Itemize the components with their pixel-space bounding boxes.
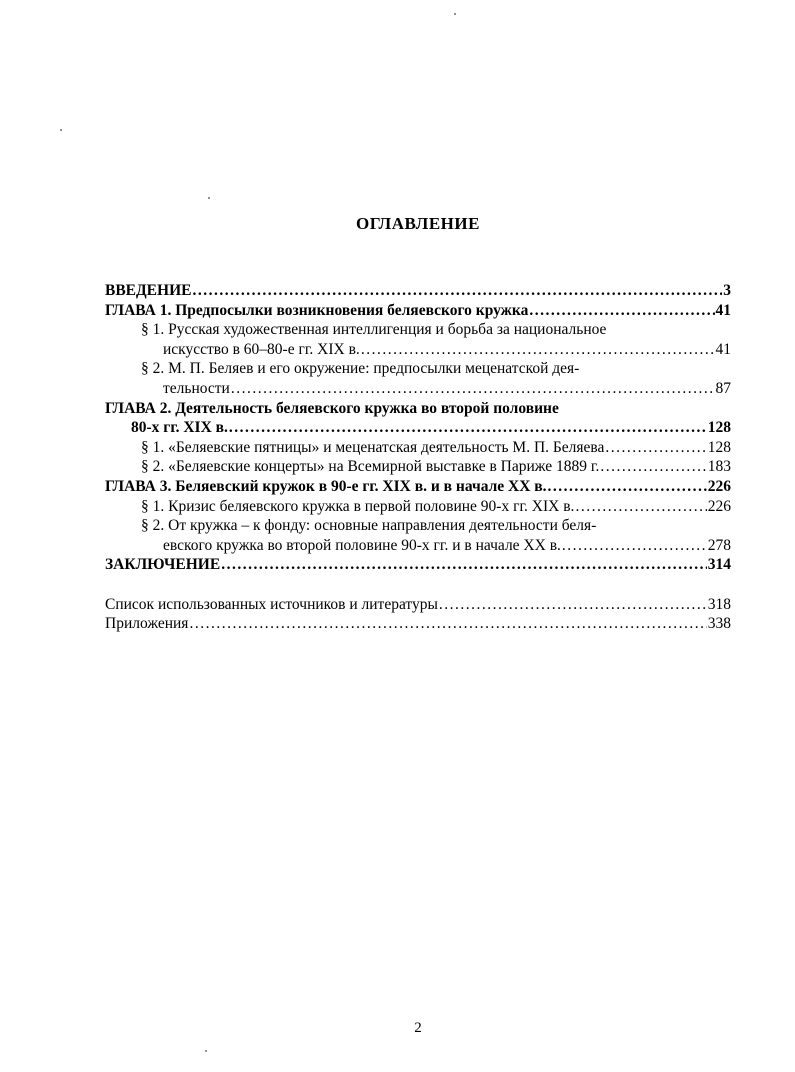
toc-line: [105, 418, 731, 438]
page-title: ОГЛАВЛЕНИЕ: [356, 214, 480, 233]
toc-entry-text: 80-х гг. XIX в.: [131, 419, 228, 437]
toc-entry: [105, 301, 731, 321]
page-footer: [105, 1020, 731, 1037]
toc-entry-text: тельности: [163, 379, 230, 397]
toc-entry-text: искусство в 60–80-е гг. XIX в.: [163, 340, 360, 358]
dotted-leader: [575, 497, 706, 517]
scan-artifact: [60, 129, 62, 131]
toc-entry-page-number: 3: [723, 282, 731, 299]
toc-line: [105, 497, 731, 517]
toc-entry-page-number: 314: [707, 556, 731, 574]
toc-entry: [105, 614, 731, 634]
toc-entry-page-number: 87: [715, 379, 731, 397]
toc-entry-text: ГЛАВА 2. Деятельность беляевского кружка во второй половине: [105, 399, 559, 417]
toc-entry-page-number: 338: [707, 615, 731, 633]
toc-entry: [105, 281, 731, 301]
toc-entry-page-number: 226: [707, 477, 731, 495]
toc-line: [105, 438, 731, 458]
toc-entry-text: ГЛАВА 1. Предпосылки возникновения беляевского кружка: [105, 301, 529, 319]
toc-entry: [105, 320, 731, 359]
dotted-leader: [189, 614, 706, 634]
toc-entry-page-number: 128: [707, 438, 731, 456]
toc-entry-text: евского кружка во второй половине 90-х гг. и в начале XX в.: [163, 536, 561, 554]
toc-entry-page-number: 128: [707, 419, 731, 437]
toc-line: [105, 359, 731, 379]
toc-entry-text: § 1. «Беляевские пятницы» и меценатская деятельность М. П. Беляева: [141, 438, 605, 456]
toc-entry-page-number: 183: [707, 458, 731, 476]
dotted-leader: [361, 340, 715, 360]
toc-line: [105, 320, 731, 340]
toc-entry-text: § 2. «Беляевские концерты» на Всемирной выставке в Париже 1889 г.: [141, 458, 600, 476]
toc-entry: [105, 595, 731, 615]
toc-line: [105, 301, 731, 321]
toc-entry: [105, 399, 731, 438]
dotted-leader: [548, 477, 707, 497]
toc-entry-page-number: 278: [707, 536, 731, 554]
toc-line: [105, 555, 731, 575]
toc-line: [105, 477, 731, 497]
dotted-leader: [439, 595, 707, 615]
dotted-leader: [221, 555, 707, 575]
toc-entry: [105, 477, 731, 497]
toc-line: [105, 340, 731, 360]
page-number: 2: [414, 1020, 422, 1036]
toc-entry-page-number: 41: [715, 301, 731, 319]
toc-list: [105, 281, 731, 634]
dotted-leader: [231, 379, 715, 399]
toc-line: [105, 595, 731, 615]
document-page: [105, 0, 731, 1072]
toc-entry: [105, 497, 731, 517]
toc-entry-text: § 2. М. П. Беляев и его окружение: предпосылки меценатской дея-: [141, 360, 580, 378]
toc-entry-text: § 1. Русская художественная интеллигенция и борьба за национальное: [141, 321, 607, 339]
toc-entry-text: § 2. От кружка – к фонду: основные направления деятельности беля-: [141, 517, 597, 535]
toc-entry-text: ГЛАВА 3. Беляевский кружок в 90-е гг. XIX в. и в начале XX в.: [105, 477, 547, 495]
toc-entry: [105, 516, 731, 555]
toc-line: [105, 536, 731, 556]
toc-line: [105, 516, 731, 536]
dotted-leader: [529, 301, 714, 321]
toc-line: [105, 614, 731, 634]
toc-entry-text: Приложения: [105, 615, 189, 633]
toc-entry: [105, 555, 731, 575]
dotted-leader: [605, 438, 706, 458]
toc-line: [105, 379, 731, 399]
toc-line: [105, 457, 731, 477]
dotted-leader: [192, 281, 722, 301]
toc-entry: [105, 359, 731, 398]
toc-entry-text: ВВЕДЕНИЕ: [105, 282, 192, 299]
toc-entry-text: Список использованных источников и литературы: [105, 595, 438, 613]
toc-entry-page-number: 41: [715, 340, 731, 358]
toc-entry: [105, 457, 731, 477]
dotted-leader: [562, 536, 707, 556]
dotted-leader: [600, 457, 706, 477]
toc-entry: [105, 438, 731, 458]
toc-entry-page-number: 226: [707, 497, 731, 515]
toc-line: [105, 281, 731, 301]
toc-entry-page-number: 318: [707, 595, 731, 613]
dotted-leader: [229, 418, 707, 438]
toc-entry-text: § 1. Кризис беляевского кружка в первой половине 90-х гг. XIX в.: [141, 497, 575, 515]
toc-line: [105, 399, 731, 419]
toc-entry-text: ЗАКЛЮЧЕНИЕ: [105, 556, 221, 574]
